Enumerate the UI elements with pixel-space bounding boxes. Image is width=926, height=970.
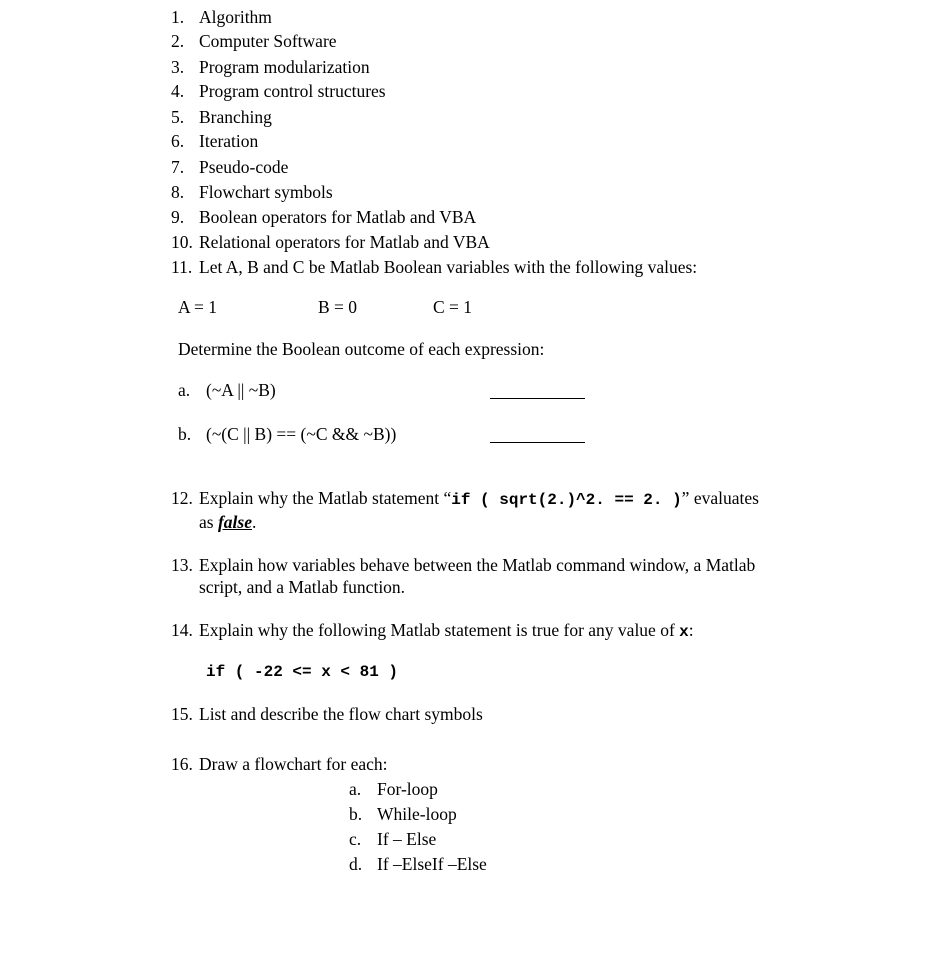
- q16-text: 16. Draw a flowchart for each:: [171, 754, 388, 774]
- var-c-value: C = 1: [433, 297, 473, 317]
- list-item: 10. Relational operators for Matlab and VBA: [171, 232, 490, 252]
- list-item: 1. Algorithm: [171, 7, 272, 27]
- list-item: 11. Let A, B and C be Matlab Boolean variables with the following values:: [171, 257, 698, 277]
- q14-text: 14. Explain why the following Matlab statement is true for any value of x:: [171, 620, 694, 641]
- q16-item: a. For-loop: [349, 779, 438, 799]
- list-item: 9. Boolean operators for Matlab and VBA: [171, 207, 477, 227]
- q11-part-a: a. (~A || ~B): [178, 380, 276, 400]
- q13-line1: 13. Explain how variables behave between the Matlab command window, a Matlab: [171, 555, 756, 575]
- false-emphasis: false: [217, 512, 252, 532]
- var-b-value: B = 0: [318, 297, 358, 317]
- q12-code: if ( sqrt(2.)^2. == 2. ): [451, 491, 682, 509]
- list-item: 2. Computer Software: [171, 31, 337, 51]
- q11-part-b: b. (~(C || B) == (~C && ~B)): [178, 424, 397, 444]
- list-item: 3. Program modularization: [171, 57, 370, 77]
- q12-line2: as false.: [199, 512, 257, 532]
- q13-line2: script, and a Matlab function.: [199, 577, 406, 597]
- list-item: 7. Pseudo-code: [171, 157, 289, 177]
- q16-item: d. If –ElseIf –Else: [349, 854, 487, 874]
- q12-line1: 12. Explain why the Matlab statement “if ( sqrt(2.)^2. == 2. )” evaluates: [171, 488, 759, 509]
- answer-blank-b: [490, 442, 585, 443]
- q15-text: 15. List and describe the flow chart symbols: [171, 704, 483, 724]
- q16-item: c. If – Else: [349, 829, 437, 849]
- list-item: 6. Iteration: [171, 131, 259, 151]
- q14-code: if ( -22 <= x < 81 ): [206, 663, 399, 681]
- var-a-value: A = 1: [178, 297, 218, 317]
- q11-instruction: Determine the Boolean outcome of each expression:: [178, 339, 545, 359]
- list-item: 4. Program control structures: [171, 81, 386, 101]
- answer-blank-a: [490, 398, 585, 399]
- q16-item: b. While-loop: [349, 804, 457, 824]
- list-item: 5. Branching: [171, 107, 272, 127]
- list-item: 8. Flowchart symbols: [171, 182, 333, 202]
